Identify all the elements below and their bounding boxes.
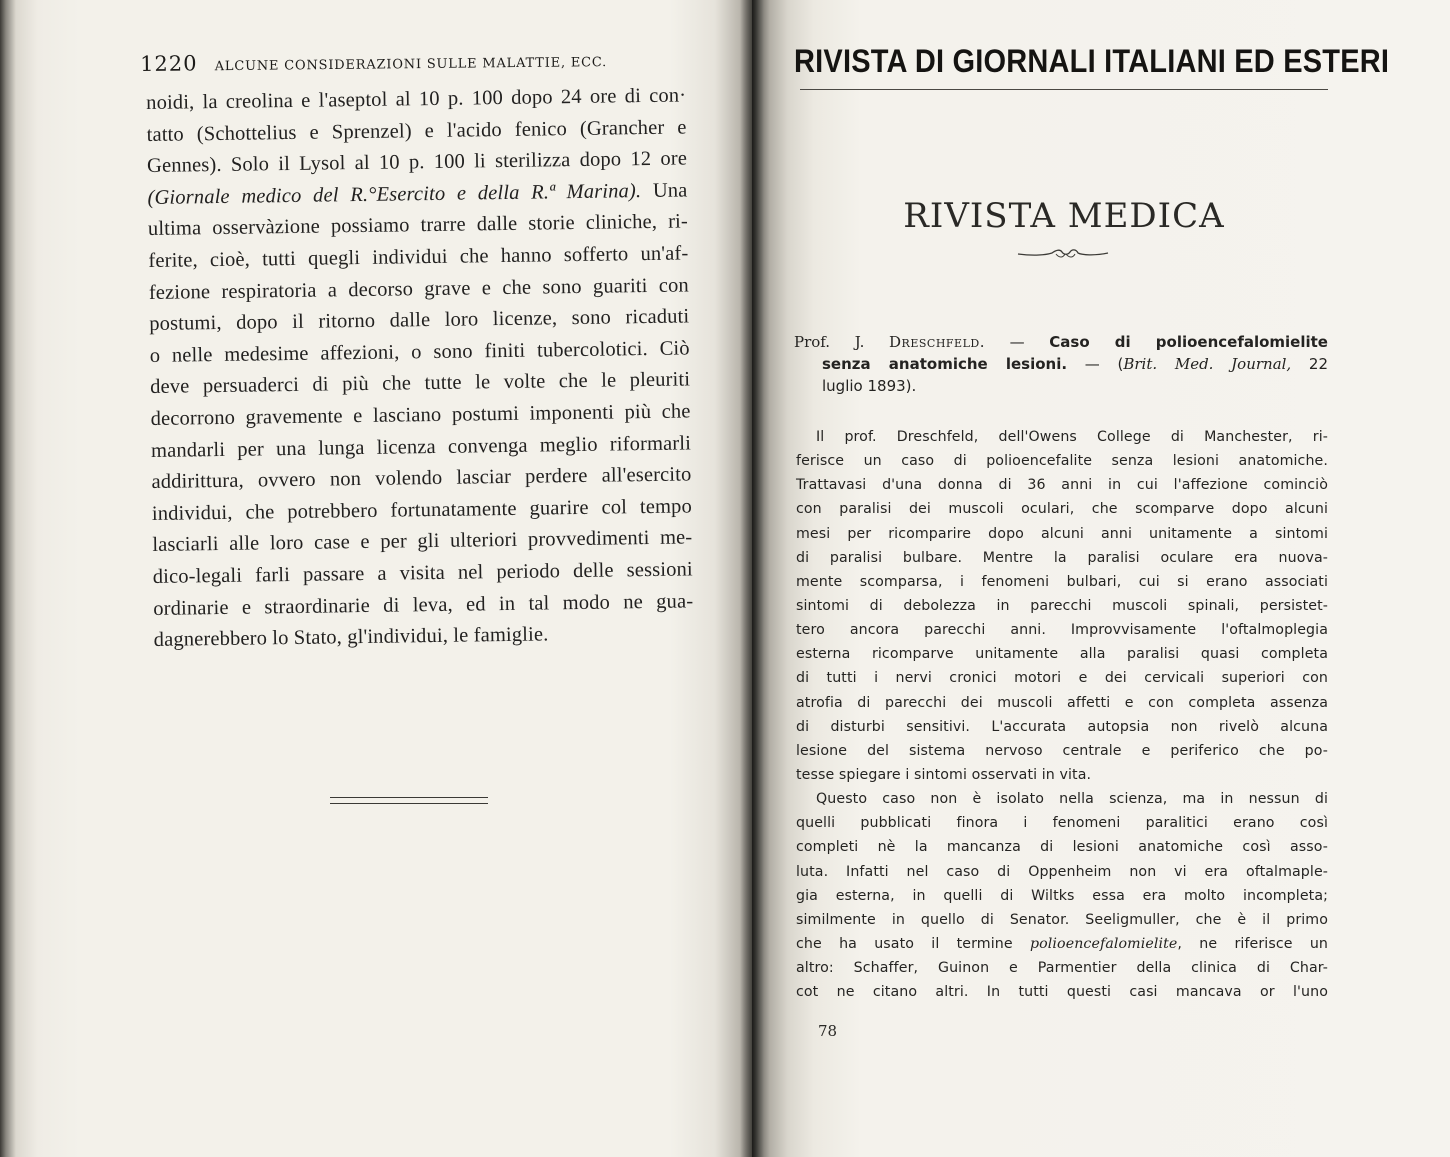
dash: — — [984, 333, 1050, 351]
text-line: lesione del sistema nervoso centrale e periferico che po- — [796, 742, 1328, 759]
text-line: mente scomparsa, i fenomeni bulbari, cui si erano associati — [796, 573, 1328, 590]
section-title: RIVISTA MEDICA — [903, 196, 1225, 236]
text-line: completi nè la mancanza di lesioni anatomiche così asso- — [796, 839, 1328, 856]
text-line: Il prof. Dreschfeld, dell'Owens College di Manchester, ri- — [816, 429, 1328, 445]
article-heading — [794, 331, 1328, 397]
text-line: decorrono gravemente e lasciano postumi imponenti più che — [150, 400, 691, 430]
source-day: 22 — [1291, 355, 1328, 373]
text-line: tero ancora parecchi anni. Improvvisamente l'oftalmoplegia — [796, 622, 1328, 639]
source-citation: (Brit. Med. Journal, 22 — [1117, 355, 1328, 373]
text-line: ferisce un caso di polioencefalite senza lesioni anatomiche. — [796, 453, 1328, 470]
citation-tail: Una — [641, 179, 688, 202]
right-body-text — [796, 425, 1328, 1004]
text-line: atrofia di parecchi dei muscoli affetti e con completa assenza — [796, 694, 1328, 711]
text-line: lasciarli alle loro case e per gli ulteriori provvedimenti me- — [152, 526, 693, 557]
text-line: di tutti i nervi cronici motori e dei cervicali superiori con — [796, 670, 1328, 687]
header-rule — [800, 89, 1328, 90]
text-line: di disturbi sensitivi. L'accurata autopsia non rivelò alcuna — [796, 718, 1328, 735]
citation-italic: (Giornale medico del R.°Esercito e della R.ª Marina). — [147, 179, 642, 209]
article-title-part1: Caso di polioencefalomielite — [1049, 333, 1328, 351]
text-line: tesse spiegare i sintomi osservati in vita. — [796, 766, 1092, 783]
text-line: esterna ricomparve unitamente alla paralisi quasi completa — [796, 646, 1328, 663]
text-line: dagnerebbero lo Stato, gl'individui, le famiglie. — [153, 623, 549, 652]
text-line: postumi, dopo il ritorno dalle loro licenze, sono ricaduti — [149, 305, 690, 336]
book-gutter — [740, 0, 764, 1157]
text-line: con paralisi dei muscoli oculari, che scomparve dopo alcuni — [796, 501, 1328, 518]
text-line: altro: Schaffer, Guinon e Parmentier della clinica di Char- — [796, 960, 1328, 977]
author-prefix: Prof. J. — [794, 333, 865, 351]
text-line: quelli pubblicati finora i fenomeni paralitici erano così — [796, 815, 1328, 832]
text-line: tatto (Schottelius e Sprenzel) e l'acido fenico (Grancher e — [146, 116, 687, 146]
text-line: individui, che potrebbero fortunatamente guarire col tempo — [151, 495, 693, 525]
text-line: sintomi di debolezza in parecchi muscoli spinali, persistet- — [796, 597, 1328, 614]
text-line: addirittura, ovvero non volendo lasciar perdere all'esercito — [151, 463, 692, 494]
article-heading-line — [794, 353, 1328, 375]
text-line: fezione respiratoria a decorso grave e che sono guariti con — [148, 274, 689, 304]
source-date: luglio 1893). — [822, 377, 917, 395]
left-running-head — [140, 46, 680, 76]
text-line: Questo caso non è isolato nella scienza, ma in nessun di — [816, 791, 1328, 808]
left-page-number: 1220 — [140, 51, 198, 76]
left-body-text — [146, 80, 694, 656]
author-name: Dreschfeld. — [889, 333, 985, 351]
journal-header: RIVISTA DI GIORNALI ITALIANI ED ESTERI — [794, 44, 1390, 80]
ornament-divider — [1016, 246, 1110, 260]
text-line: o nelle medesime affezioni, o sono finiti tubercolotici. Ciò — [149, 337, 690, 367]
source-journal: Brit. Med. Journal, — [1123, 355, 1292, 373]
text-line: cot ne citano altri. In tutti questi casi mancava or l'uno — [796, 984, 1328, 1001]
article-title-part2: senza anatomiche lesioni. — [822, 355, 1068, 373]
signature-folio: 78 — [818, 1022, 838, 1040]
text-line: noidi, la creolina e l'aseptol al 10 p. 100 dopo 24 ore di con· — [146, 84, 687, 114]
text-line: similmente in quello di Senator. Seeligmuller, che è il primo — [796, 911, 1328, 928]
text-line: luta. Infatti nel caso di Oppenheim non vi era oftalmaple- — [796, 863, 1328, 880]
text-line: Trattavasi d'una donna di 36 anni in cui l'affezione cominciò — [796, 477, 1328, 494]
dash: — — [1067, 355, 1118, 373]
text-line: deve persuaderci di più che tutte le volte che le pleuriti — [150, 368, 691, 399]
left-running-title: ALCUNE CONSIDERAZIONI SULLE MALATTIE, ECC. — [214, 55, 608, 75]
text-line: mandarli per una lunga licenza convenga meglio riformarli — [150, 431, 692, 462]
text-line: mesi per ricomparire dopo alcuni anni unitamente a sintomi — [796, 525, 1328, 542]
text-line: Gennes). Solo il Lysol al 10 p. 100 li sterilizza dopo 12 ore — [146, 147, 688, 178]
text-line-italic-term: che ha usato il termine polioencefalomielite, ne riferisce un — [796, 935, 1328, 952]
text-line: di paralisi bulbare. Mentre la paralisi oculare era nuova- — [796, 549, 1328, 566]
text-line: ordinarie e straordinarie di leva, ed in tal modo ne gua- — [153, 589, 694, 620]
text-line: gia esterna, in quelli di Wiltks essa era molto incompleta; — [796, 887, 1328, 904]
article-heading-line — [794, 375, 1328, 397]
text-line: ferite, cioè, tutti quegli individui che hanno sofferto un'af- — [148, 242, 689, 272]
article-heading-line — [794, 331, 1328, 353]
section-end-rule — [330, 797, 488, 804]
italic-term: polioencefalomielite — [1029, 935, 1178, 952]
text-line: ultima osservàzione possiamo trarre dalle storie cliniche, ri- — [147, 210, 689, 241]
text-line: dico-legali farli passare a visita nel periodo delle sessioni — [152, 558, 693, 588]
